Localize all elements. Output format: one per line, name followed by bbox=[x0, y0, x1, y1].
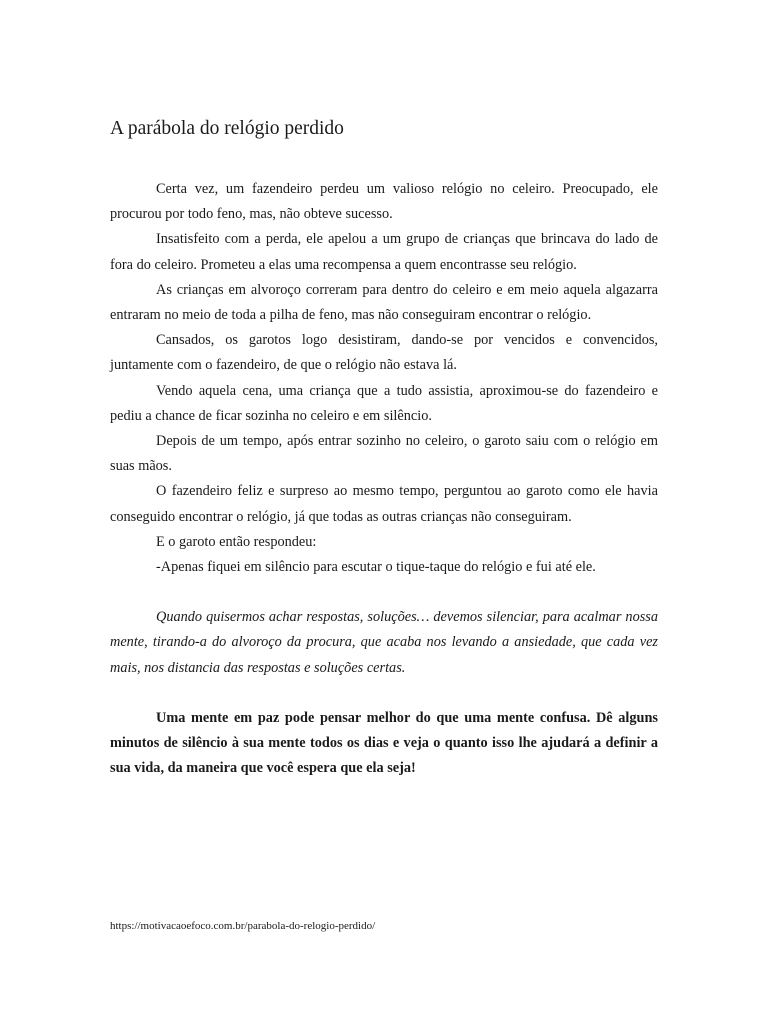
story-paragraph: Depois de um tempo, após entrar sozinho no celeiro, o garoto saiu com o relógio em suas mãos. bbox=[110, 433, 658, 475]
story-paragraph: As crianças em alvoroço correram para dentro do celeiro e em meio aquela algazarra entraram no meio de toda a pilha de feno, mas não conseguiram encontrar o relógio. bbox=[110, 281, 658, 324]
conclusion-paragraph: Uma mente em paz pode pensar melhor do que uma mente confusa. Dê alguns minutos de silêncio à sua mente todos os dias e veja o quanto isso lhe ajudará a definir a sua vida, da maneira que você espera que ela seja! bbox=[110, 709, 658, 777]
paragraph-spacer bbox=[110, 580, 658, 605]
source-url: https://motivacaoefoco.com.br/parabola-do-relogio-perdido/ bbox=[110, 920, 376, 932]
story-paragraph: -Apenas fiquei em silêncio para escutar o tique-taque do relógio e fui até ele. bbox=[156, 559, 596, 576]
story-paragraph: Insatisfeito com a perda, ele apelou a um grupo de crianças que brincava do lado de fora do celeiro. Prometeu a elas uma recompensa a quem encontrasse seu relógio. bbox=[110, 231, 658, 273]
paragraph-spacer bbox=[110, 681, 658, 706]
document-title: A parábola do relógio perdido bbox=[110, 118, 344, 139]
story-paragraph: Vendo aquela cena, uma criança que a tudo assistia, aproximou-se do fazendeiro e pediu a chance de ficar sozinha no celeiro e em silêncio. bbox=[110, 382, 658, 424]
story-paragraph: Certa vez, um fazendeiro perdeu um valioso relógio no celeiro. Preocupado, ele procurou por todo feno, mas, não obteve sucesso. bbox=[110, 181, 658, 223]
story-paragraph: E o garoto então respondeu: bbox=[156, 533, 317, 550]
story-paragraph: O fazendeiro feliz e surpreso ao mesmo tempo, perguntou ao garoto como ele havia conseguido encontrar o relógio, já que todas as outras crianças não conseguiram. bbox=[110, 483, 658, 525]
document-body bbox=[110, 177, 658, 781]
story-paragraph: Cansados, os garotos logo desistiram, dando-se por vencidos e convencidos, juntamente com o fazendeiro, de que o relógio não estava lá. bbox=[110, 332, 658, 374]
reflection-paragraph: Quando quisermos achar respostas, soluções… devemos silenciar, para acalmar nossa mente, tirando-a do alvoroço da procura, que acaba nos levando a ansiedade, que cada vez mais, nos distancia das respostas e soluções certas. bbox=[110, 609, 658, 676]
